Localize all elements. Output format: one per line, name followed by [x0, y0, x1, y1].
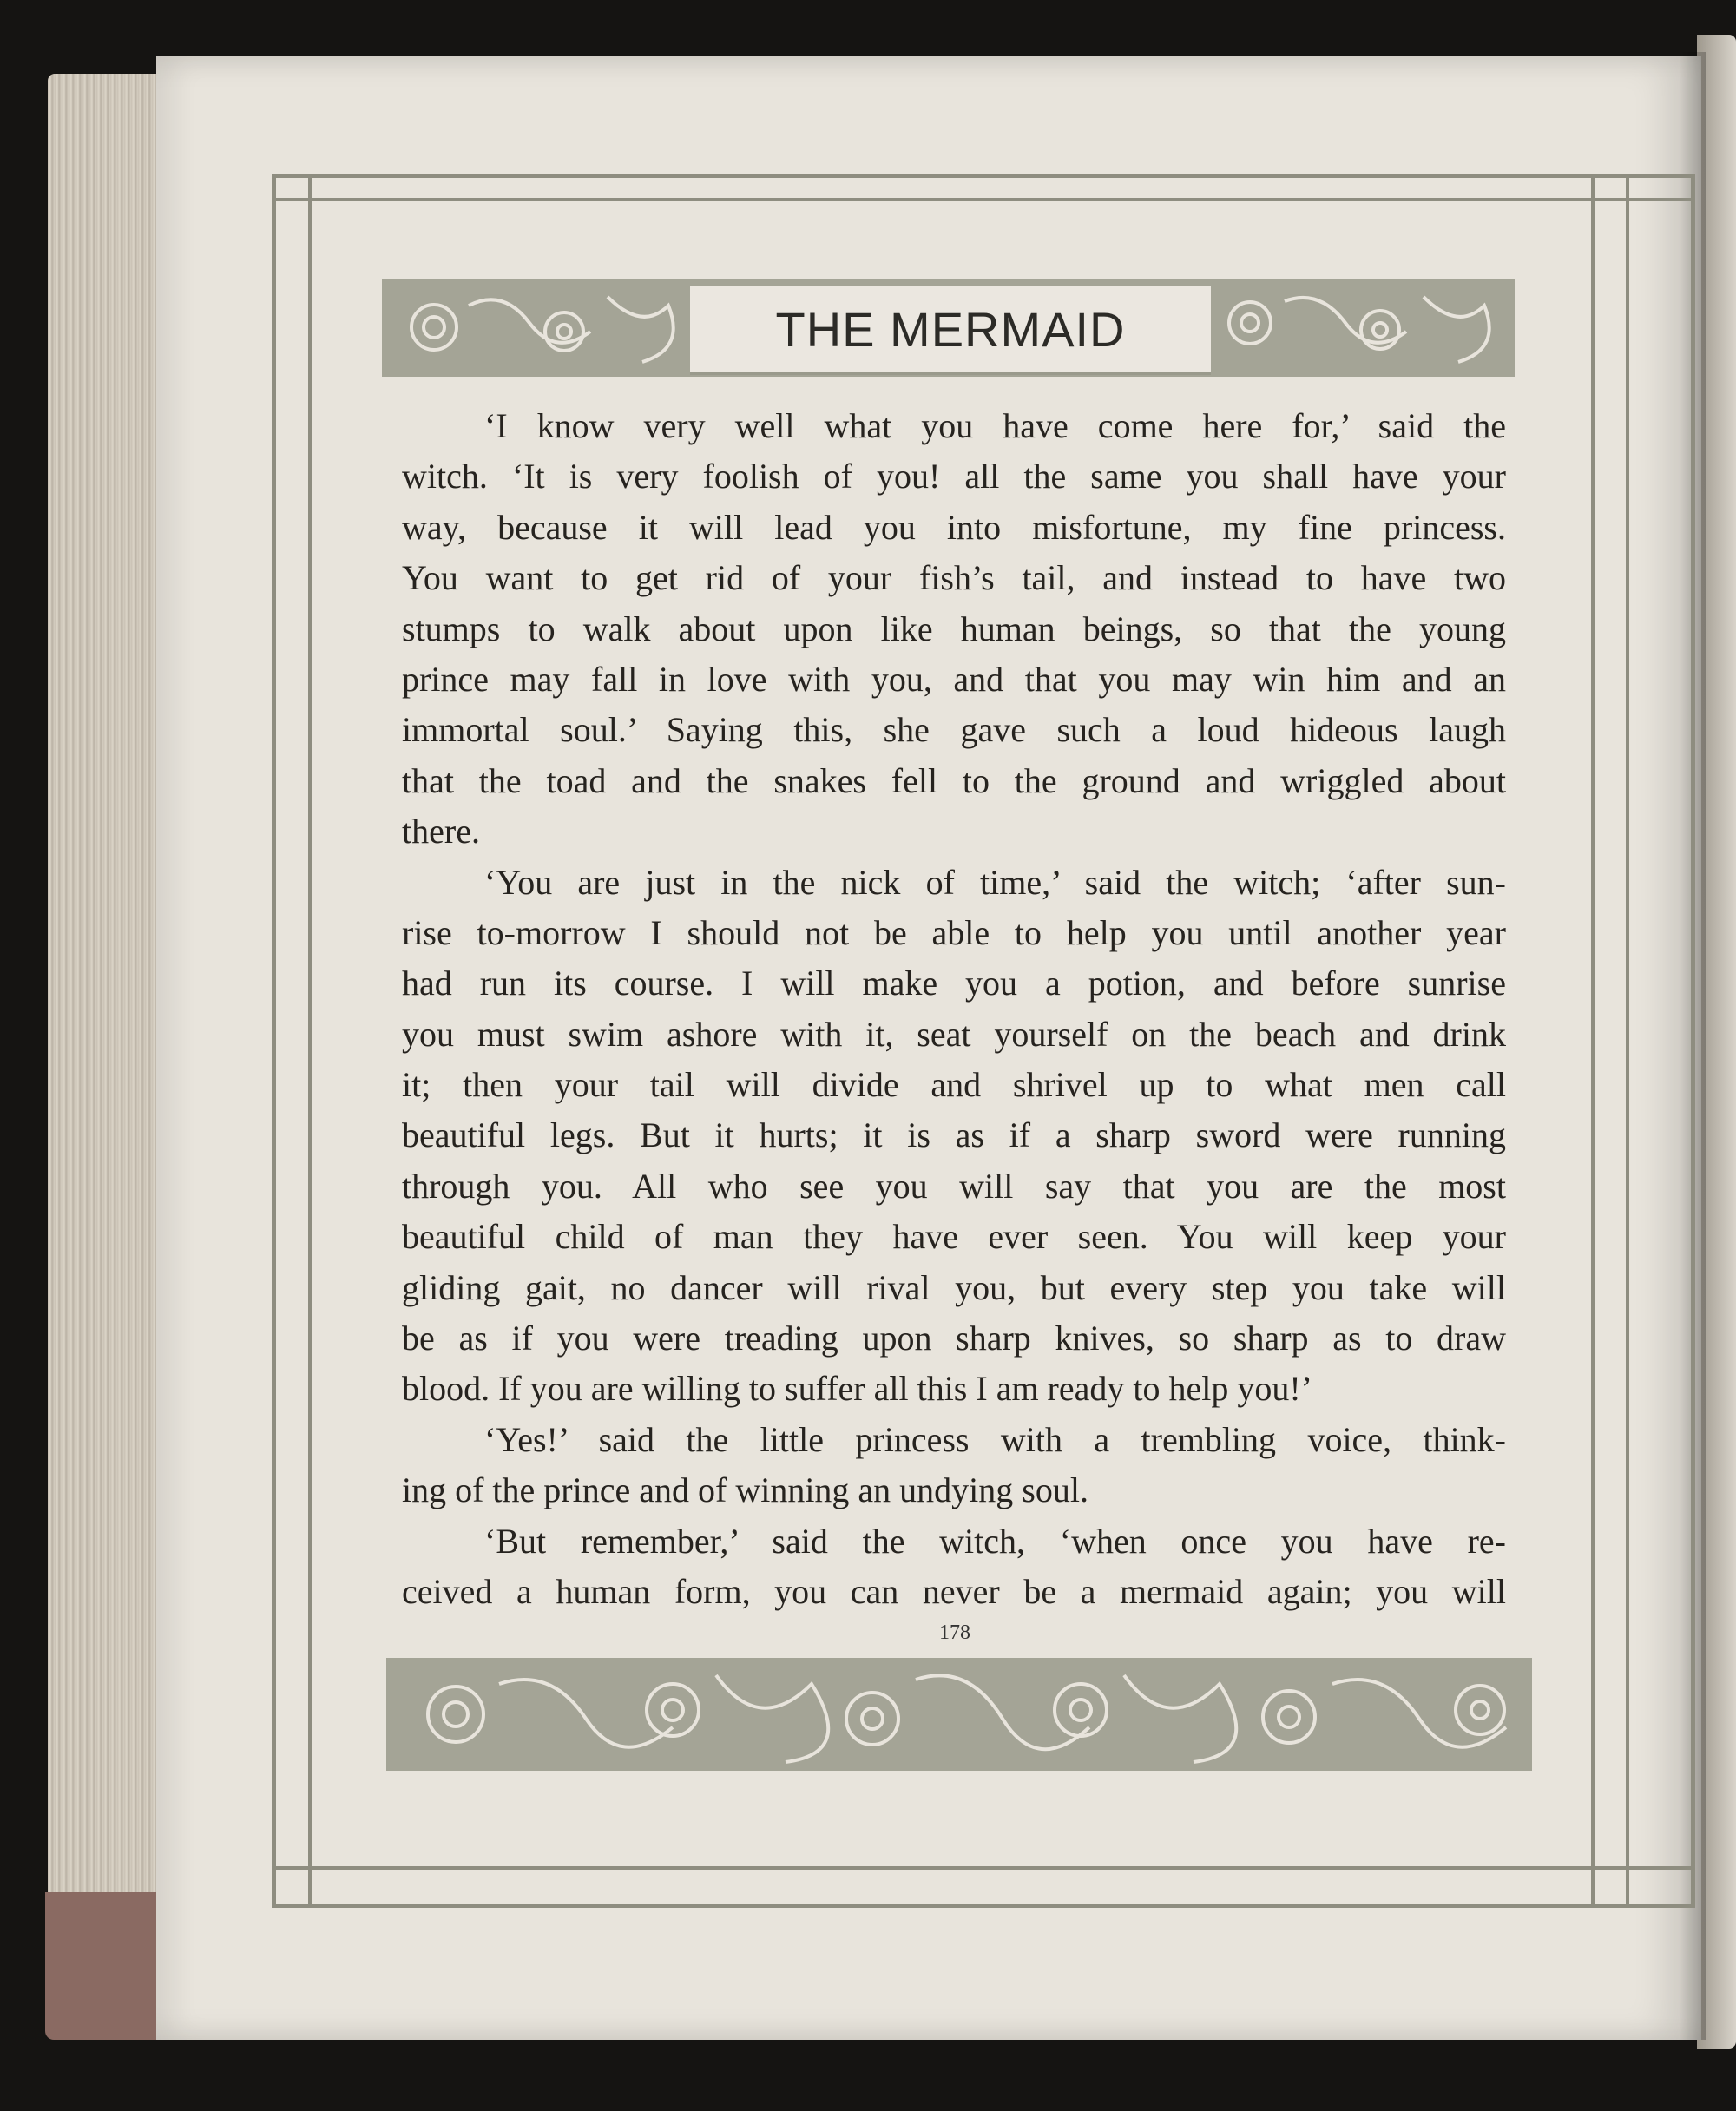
- page-border-left-inner: [308, 174, 312, 1908]
- text-line: beautiful legs. But it hurts; it is as if a sharp sword were running: [402, 1115, 1506, 1155]
- page-number: 178: [939, 1621, 970, 1644]
- text-line: that the toad and the snakes fell to the ground and wriggled about: [402, 760, 1506, 800]
- text-line: you must swim ashore with it, seat yourself on the beach and drink: [402, 1014, 1506, 1054]
- text-line: ing of the prince and of winning an undying soul.: [402, 1470, 1088, 1510]
- text-line: be as if you were treading upon sharp knives, so sharp as to draw: [402, 1319, 1506, 1358]
- page-title: THE MERMAID: [775, 301, 1126, 357]
- bottom-ornament-band: [386, 1649, 1532, 1779]
- text-line: ceived a human form, you can never be a mermaid again; you will: [402, 1571, 1506, 1611]
- text-line: witch. ‘It is very foolish of you! all the same you shall have your: [402, 457, 1506, 497]
- book-cover-corner: [45, 1892, 158, 2040]
- text-line: ‘Yes!’ said the little princess with a trembling voice, think-: [484, 1419, 1506, 1459]
- text-line: there.: [402, 812, 480, 852]
- text-line: beautiful child of man they have ever seen. You will keep your: [402, 1217, 1506, 1257]
- text-line: ‘But remember,’ said the witch, ‘when once you have re-: [484, 1521, 1506, 1561]
- text-line: through you. All who see you will say that you are the most: [402, 1166, 1506, 1206]
- page-border-right-inner: [1591, 174, 1595, 1908]
- text-line: You want to get rid of your fish’s tail, and instead to have two: [402, 558, 1506, 598]
- text-line: rise to-morrow I should not be able to help you until another year: [402, 912, 1506, 952]
- story-text: [402, 401, 1506, 1617]
- text-line: blood. If you are willing to suffer all this I am ready to help you!’: [402, 1369, 1313, 1409]
- text-line: it; then your tail will divide and shrivel up to what men call: [402, 1065, 1506, 1105]
- text-line: had run its course. I will make you a potion, and before sunrise: [402, 963, 1506, 1003]
- text-line: ‘You are just in the nick of time,’ said the witch; ‘after sun-: [484, 862, 1506, 902]
- page-border-right-inner-2: [1626, 174, 1629, 1908]
- page-border-top-inner: [272, 198, 1695, 201]
- text-line: way, because it will lead you into misfortune, my fine princess.: [402, 507, 1506, 547]
- text-line: stumps to walk about upon like human beings, so that the young: [402, 608, 1506, 648]
- text-line: gliding gait, no dancer will rival you, but every step you take will: [402, 1267, 1506, 1307]
- page-border-bottom-inner: [272, 1866, 1695, 1870]
- text-line: prince may fall in love with you, and that you may win him and an: [402, 659, 1506, 699]
- text-line: ‘I know very well what you have come here for,’ said the: [484, 406, 1506, 445]
- text-line: immortal soul.’ Saying this, she gave such a loud hideous laugh: [402, 710, 1506, 750]
- title-plate: [690, 286, 1211, 375]
